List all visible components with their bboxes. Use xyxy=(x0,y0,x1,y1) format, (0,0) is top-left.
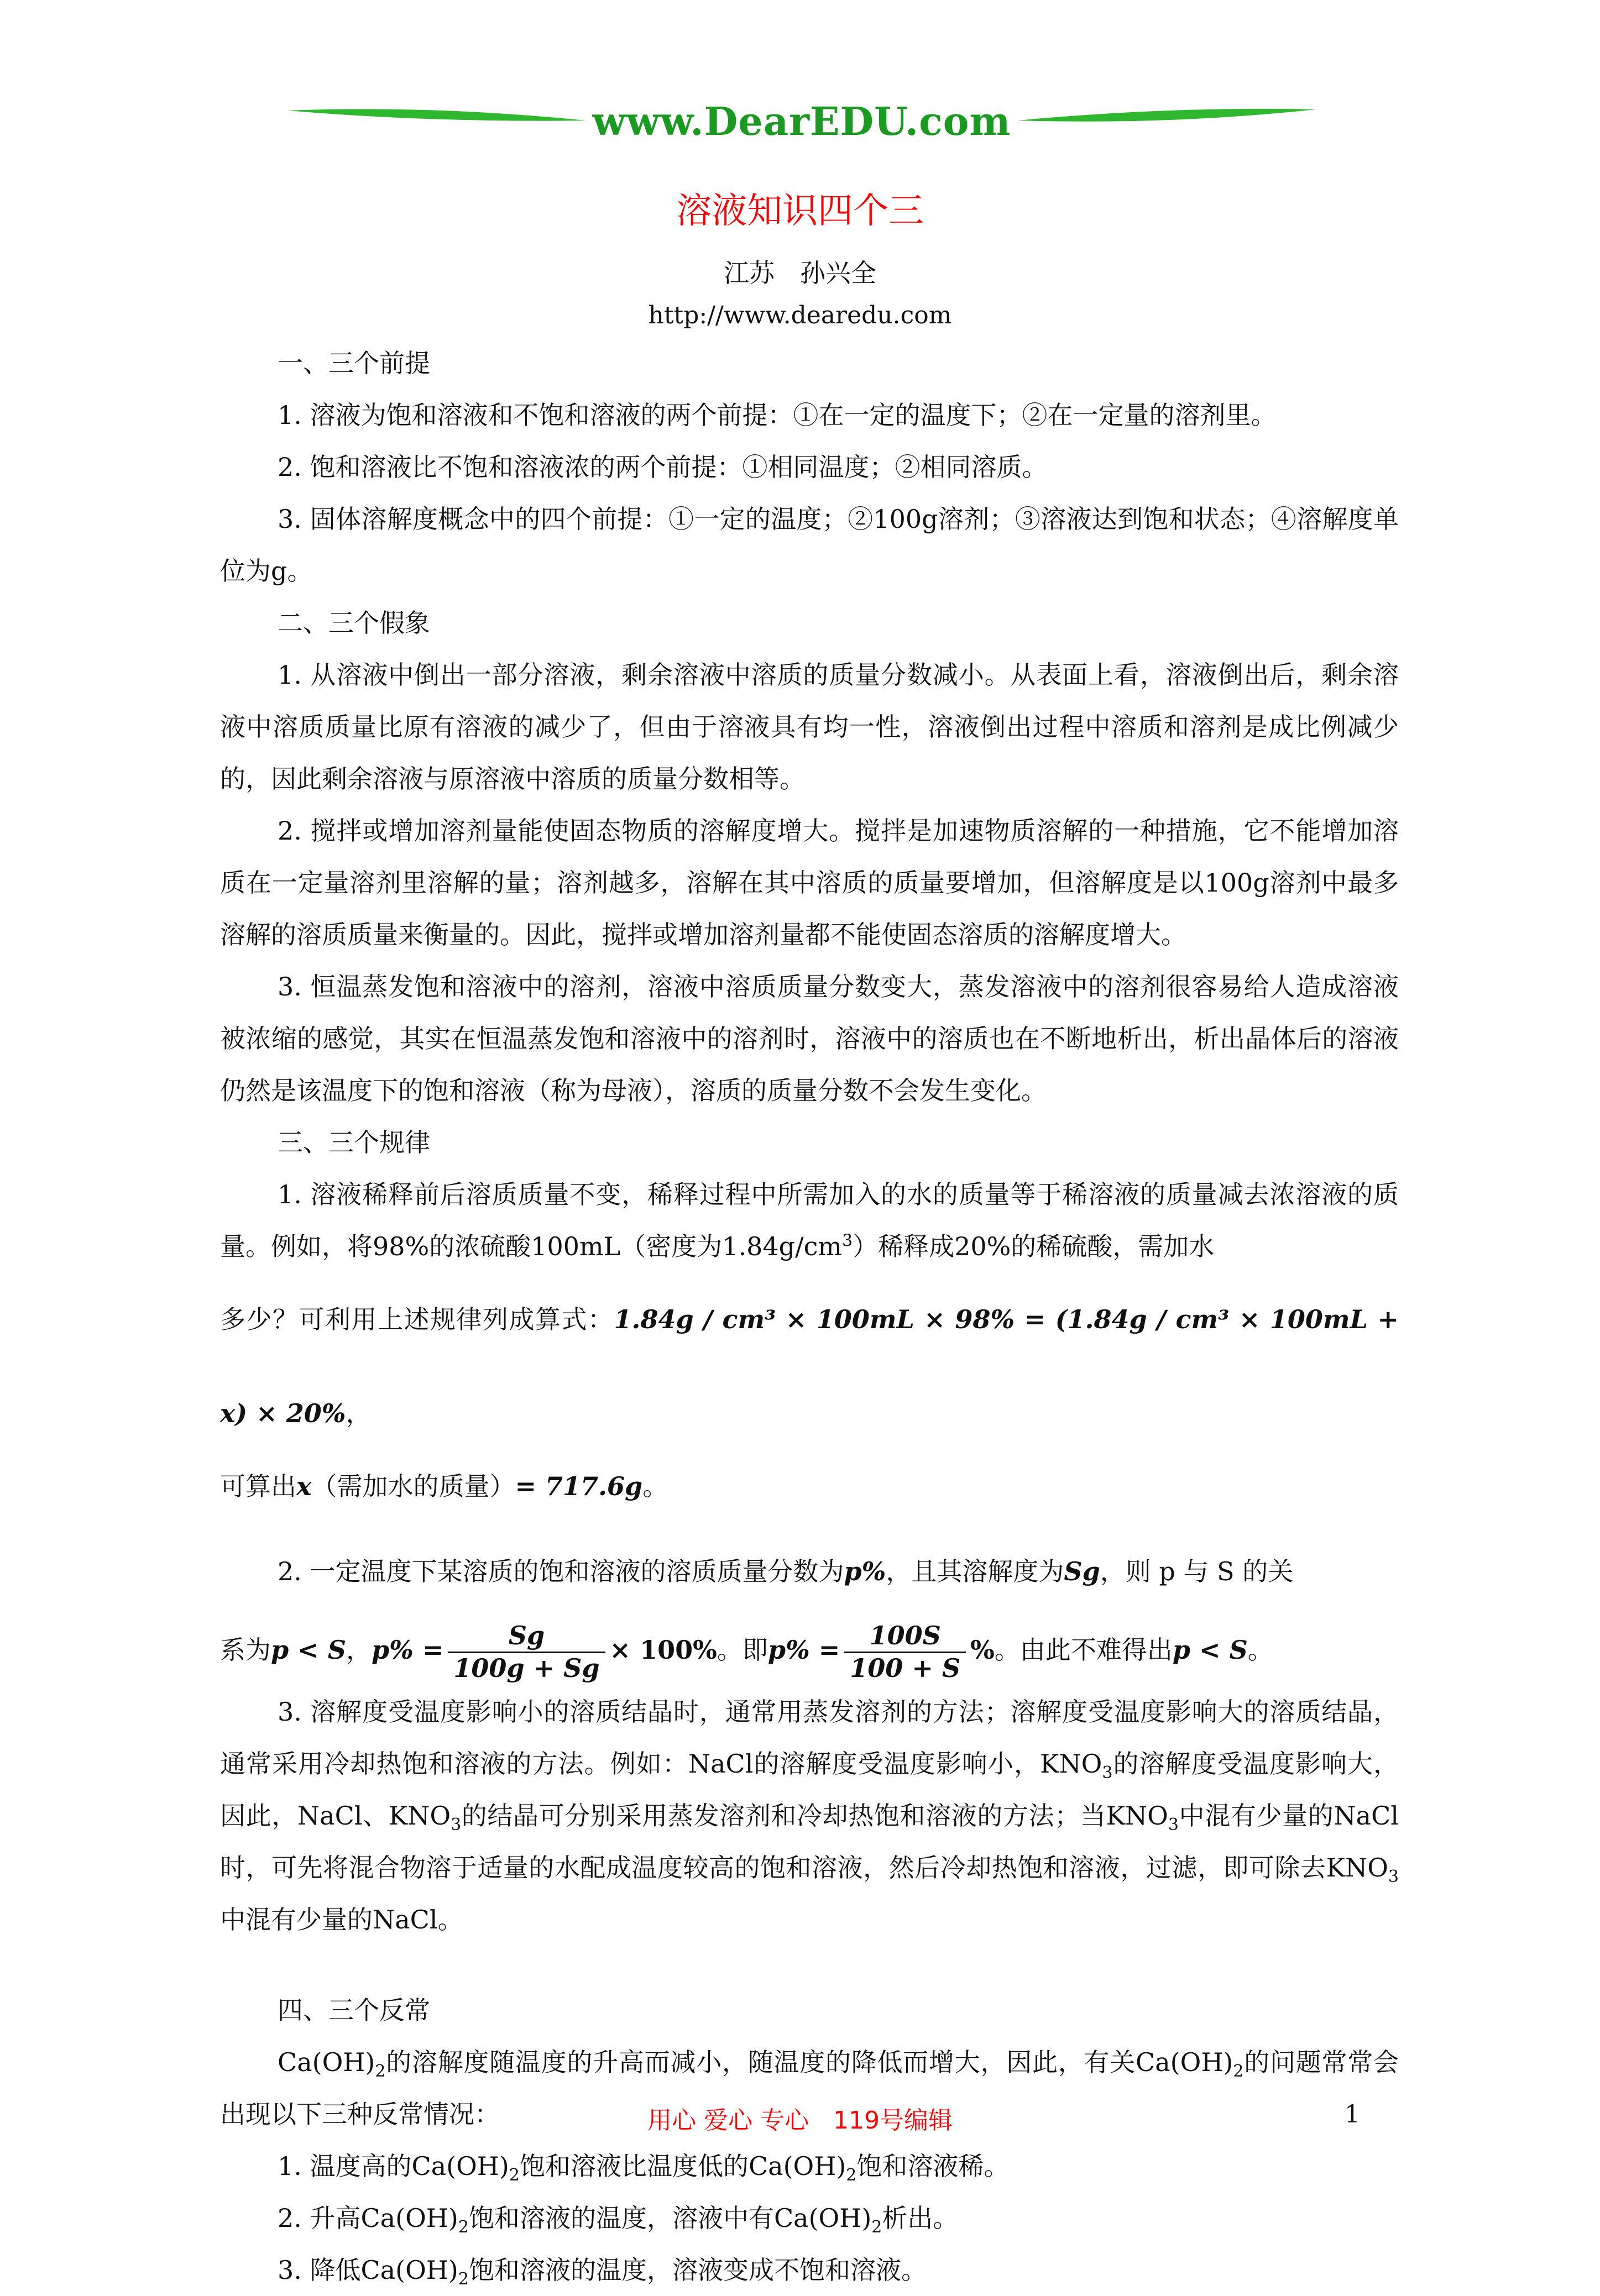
paragraph: 3. 固体溶解度概念中的四个前提：①一定的温度；②100g溶剂；③溶液达到饱和状态；④溶解度单位为g。 xyxy=(220,504,1399,586)
paragraph: 1. 温度高的$Ca(OH)_2$饱和溶液比温度低的$Ca(OH)_2$饱和溶液稀。 xyxy=(278,2151,1010,2185)
source-url: http://www.dearedu.com xyxy=(648,301,952,329)
paragraph: 2. 升高$Ca(OH)_2$饱和溶液的温度，溶液中有$Ca(OH)_2$析出。 xyxy=(278,2203,959,2237)
section-heading: 三、三个规律 xyxy=(278,1128,430,1157)
paragraph: 3. 降低$Ca(OH)_2$饱和溶液的温度，溶液变成不饱和溶液。 xyxy=(278,2255,927,2289)
paragraph: 1. 从溶液中倒出一部分溶液，剩余溶液中溶质的质量分数减小。从表面上看，溶液倒出后，剩余溶液中溶质质量比原有溶液的减少了，但由于溶液具有均一性，溶液倒出过程中溶质和溶剂是成比例减少的，因此剩余溶液与原溶液中溶质的质量分数相等。 xyxy=(220,660,1399,794)
formula-line: 系为p < S，p% = $\frac{Sg}{100g + Sg}$ × 100%。即p% = $\frac{100S}{100 + S}$ %。由此不难得出p < S。 xyxy=(220,1621,1273,1683)
paragraph: 1. 溶液为饱和溶液和不饱和溶液的两个前提：①在一定的温度下；②在一定量的溶剂里。 xyxy=(278,400,1277,430)
paragraph: $Ca(OH)_2$的溶解度随温度的升高而减小，随温度的降低而增大，因此，有关$Ca(OH)_2$的问题常常会出现以下三种反常情况： xyxy=(220,2047,1399,2129)
author-line: 江苏 孙兴全 xyxy=(724,258,876,288)
dilution-formula: 1.84g / cm³ × 100mL × 98% = (1.84g / cm³ × 100mL + x) × 20% xyxy=(220,1304,1399,1428)
paragraph: 2. 搅拌或增加溶剂量能使固态物质的溶解度增大。搅拌是加速物质溶解的一种措施，它不能增加溶质在一定量溶剂里溶解的量；溶剂越多，溶解在其中溶质的质量要增加，但溶解度是以100g溶剂中最多溶解的溶质质量来衡量的。因此，搅拌或增加溶剂量都不能使固态溶质的溶解度增大。 xyxy=(220,816,1399,950)
fraction-sg: $\frac{Sg}{100g + Sg}$ xyxy=(448,1621,605,1683)
article-body xyxy=(220,337,1399,2296)
paragraph: 2. 饱和溶液比不饱和溶液浓的两个前提：①相同温度；②相同溶质。 xyxy=(278,452,1048,482)
page-title: 溶液知识四个三 xyxy=(676,191,924,232)
banner-logo-text: www.DearEDU.com xyxy=(592,98,1011,144)
paragraph: 3. 恒温蒸发饱和溶液中的溶剂，溶液中溶质质量分数变大，蒸发溶液中的溶剂很容易给人造成溶液被浓缩的感觉，其实在恒温蒸发饱和溶液中的溶剂时，溶液中的溶质也在不断地析出，析出晶体后的溶液仍然是该温度下的饱和溶液（称为母液），溶质的质量分数不会发生变化。 xyxy=(220,972,1399,1105)
footer-slogan: 用心 爱心 专心 119号编辑 xyxy=(647,2106,953,2135)
section-heading: 四、三个反常 xyxy=(278,1995,430,2025)
formula-line: 多少？可利用上述规律列成算式：1.84g / cm³ × 100mL × 98% = (1.84g / cm³ × 100mL + x) × 20%， xyxy=(220,1304,1399,1428)
paragraph: 可算出x（需加水的质量）= 717.6g。 xyxy=(220,1471,668,1501)
page-number: 1 xyxy=(1345,2100,1360,2129)
paragraph: 2. 一定温度下某溶质的饱和溶液的溶质质量分数为p%，且其溶解度为Sg，则 p 与 S 的关 xyxy=(278,1556,1294,1586)
paragraph: 3. 溶解度受温度影响小的溶质结晶时，通常用蒸发溶剂的方法；溶解度受温度影响大的溶质结晶，通常采用冷却热饱和溶液的方法。例如：NaCl的溶解度受温度影响小，$KNO_3$的溶解度受温度影响大，因此，NaCl、$KNO_3$的结晶可分别采用蒸发溶剂和冷却热饱和溶液的方法；当$KNO_3$中混有少量的NaCl时，可先将混合物溶于适量的水配成温度较高的饱和溶液，然后冷却热饱和溶液，过滤，即可除去$KNO_3$中混有少量的NaCl。 xyxy=(220,1697,1399,1935)
section-heading: 二、三个假象 xyxy=(278,608,430,638)
header-banner xyxy=(287,94,1316,144)
fraction-100s: $\frac{100S}{100 + S}$ xyxy=(844,1621,966,1683)
paragraph: 1. 溶液稀释前后溶质质量不变，稀释过程中所需加入的水的质量等于稀溶液的质量减去浓溶液的质量。例如，将98%的浓硫酸100mL（密度为$1.84g/cm^3$）稀释成20%的稀硫酸，需加水 xyxy=(220,1180,1399,1261)
section-heading: 一、三个前提 xyxy=(278,348,430,378)
